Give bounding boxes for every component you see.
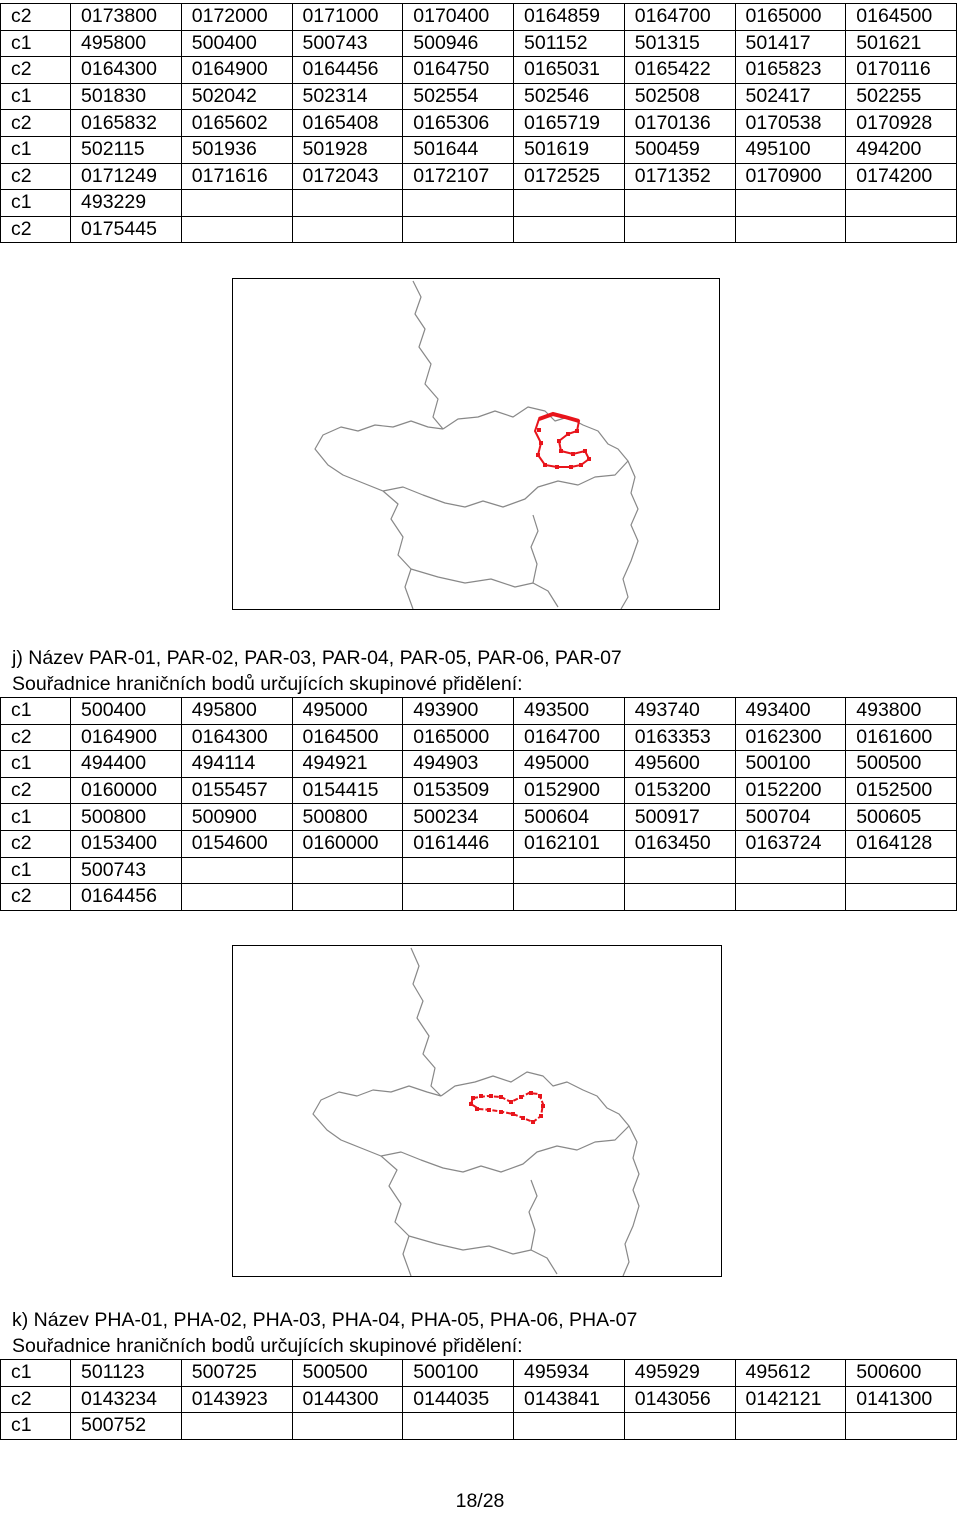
coordinate-label-cell: c1 [1, 1360, 71, 1387]
coordinate-value-cell: 493400 [735, 698, 846, 725]
coordinate-value-cell: 0165306 [403, 110, 514, 137]
coordinate-label-cell: c1 [1, 30, 71, 57]
coordinate-value-cell: 501644 [403, 136, 514, 163]
coordinate-label-cell: c1 [1, 83, 71, 110]
coordinate-label-cell: c2 [1, 216, 71, 243]
coordinate-value-cell: 0164500 [292, 724, 403, 751]
coordinate-value-cell: 500459 [624, 136, 735, 163]
coordinate-value-cell: 494200 [846, 136, 957, 163]
coordinate-value-cell: 501619 [514, 136, 625, 163]
coordinate-value-cell: 0170900 [735, 163, 846, 190]
coordinate-value-cell: 495612 [735, 1360, 846, 1387]
coordinate-value-cell [735, 1413, 846, 1440]
coordinate-value-cell: 502115 [71, 136, 182, 163]
coordinate-value-cell [846, 190, 957, 217]
coordinate-value-cell: 0170538 [735, 110, 846, 137]
coordinate-value-cell: 500800 [71, 804, 182, 831]
coordinate-value-cell: 501830 [71, 83, 182, 110]
coordinate-value-cell: 0165832 [71, 110, 182, 137]
coordinate-value-cell [514, 190, 625, 217]
coordinate-label-cell: c2 [1, 777, 71, 804]
coordinate-value-cell: 500900 [181, 804, 292, 831]
coordinate-value-cell: 0160000 [292, 830, 403, 857]
coordinate-value-cell: 0170928 [846, 110, 957, 137]
coordinate-value-cell: 0144300 [292, 1386, 403, 1413]
coordinate-value-cell: 0162300 [735, 724, 846, 751]
map-figure-2 [232, 945, 722, 1277]
coordinate-value-cell [735, 884, 846, 911]
coordinate-value-cell: 500704 [735, 804, 846, 831]
coordinate-value-cell [403, 857, 514, 884]
table-row [1, 698, 957, 725]
coordinates-table-pha [0, 1359, 957, 1440]
coordinate-value-cell [292, 1413, 403, 1440]
coordinate-value-cell: 500500 [846, 751, 957, 778]
table-row [1, 136, 957, 163]
coordinate-value-cell: 0164900 [71, 724, 182, 751]
coordinate-value-cell [292, 857, 403, 884]
coordinate-value-cell: 0165422 [624, 57, 735, 84]
coordinate-value-cell: 0143841 [514, 1386, 625, 1413]
table-row [1, 830, 957, 857]
coordinate-value-cell: 0143923 [181, 1386, 292, 1413]
section-k-subtitle: Souřadnice hraničních bodů určujících skupinové přidělení: [12, 1335, 523, 1357]
coordinate-value-cell: 495600 [624, 751, 735, 778]
coordinate-label-cell: c2 [1, 884, 71, 911]
coordinates-table-par [0, 697, 957, 911]
section-j-subtitle: Souřadnice hraničních bodů určujících skupinové přidělení: [12, 673, 523, 695]
coordinate-value-cell: 501621 [846, 30, 957, 57]
coordinate-value-cell: 0164700 [624, 4, 735, 31]
map-1-svg [233, 279, 719, 609]
coordinate-value-cell: 0164859 [514, 4, 625, 31]
coordinate-value-cell: 0164456 [292, 57, 403, 84]
coordinate-value-cell: 501123 [71, 1360, 182, 1387]
coordinate-value-cell: 0172000 [181, 4, 292, 31]
coordinate-value-cell [403, 216, 514, 243]
coordinate-label-cell: c2 [1, 1386, 71, 1413]
coordinate-value-cell: 0170136 [624, 110, 735, 137]
coordinate-value-cell: 500600 [846, 1360, 957, 1387]
coordinate-value-cell [514, 1413, 625, 1440]
coordinate-value-cell: 0162101 [514, 830, 625, 857]
table-row [1, 751, 957, 778]
table-row [1, 163, 957, 190]
coordinate-value-cell: 500234 [403, 804, 514, 831]
coordinate-value-cell: 0165031 [514, 57, 625, 84]
area-highlight-pha [469, 1091, 545, 1124]
coordinate-value-cell: 0153400 [71, 830, 182, 857]
coordinate-value-cell: 0164900 [181, 57, 292, 84]
coordinate-value-cell: 495000 [292, 698, 403, 725]
coordinate-value-cell [735, 190, 846, 217]
coordinate-value-cell: 495000 [514, 751, 625, 778]
coordinate-value-cell: 0165823 [735, 57, 846, 84]
coordinate-value-cell [292, 884, 403, 911]
coordinate-value-cell: 502042 [181, 83, 292, 110]
coordinate-label-cell: c2 [1, 163, 71, 190]
table-row [1, 884, 957, 911]
coordinate-value-cell [403, 884, 514, 911]
coordinate-label-cell: c1 [1, 857, 71, 884]
coordinate-value-cell [514, 216, 625, 243]
coordinate-value-cell [846, 884, 957, 911]
coordinate-value-cell: 0163450 [624, 830, 735, 857]
coordinate-value-cell [735, 857, 846, 884]
coordinate-value-cell: 500400 [181, 30, 292, 57]
coordinate-label-cell: c2 [1, 4, 71, 31]
coordinate-value-cell: 493229 [71, 190, 182, 217]
coordinate-value-cell [181, 884, 292, 911]
coordinate-value-cell [846, 857, 957, 884]
coordinate-value-cell: 0171249 [71, 163, 182, 190]
map-1-borders [315, 281, 638, 609]
coordinate-value-cell [403, 1413, 514, 1440]
coordinate-label-cell: c2 [1, 724, 71, 751]
coordinate-value-cell: 501417 [735, 30, 846, 57]
coordinate-value-cell: 502255 [846, 83, 957, 110]
coordinate-value-cell: 500605 [846, 804, 957, 831]
table-row [1, 1413, 957, 1440]
coordinate-value-cell: 495100 [735, 136, 846, 163]
coordinate-value-cell: 500400 [71, 698, 182, 725]
table-row [1, 857, 957, 884]
coordinate-value-cell [514, 857, 625, 884]
coordinate-value-cell: 0165719 [514, 110, 625, 137]
coordinate-value-cell: 500604 [514, 804, 625, 831]
coordinate-label-cell: c1 [1, 804, 71, 831]
coordinate-value-cell: 500743 [71, 857, 182, 884]
table-row [1, 4, 957, 31]
coordinate-value-cell: 0152900 [514, 777, 625, 804]
coordinate-label-cell: c2 [1, 830, 71, 857]
map-2-svg [233, 946, 721, 1276]
coordinate-value-cell: 493740 [624, 698, 735, 725]
coordinate-value-cell: 493500 [514, 698, 625, 725]
coordinate-value-cell: 502417 [735, 83, 846, 110]
coordinate-value-cell: 501152 [514, 30, 625, 57]
coordinate-value-cell: 0170400 [403, 4, 514, 31]
table-row [1, 110, 957, 137]
coordinate-value-cell: 500100 [403, 1360, 514, 1387]
table-row [1, 804, 957, 831]
coordinate-value-cell: 502554 [403, 83, 514, 110]
coordinate-label-cell: c1 [1, 698, 71, 725]
coordinate-value-cell: 0143234 [71, 1386, 182, 1413]
coordinate-value-cell: 500725 [181, 1360, 292, 1387]
coordinate-value-cell: 0171616 [181, 163, 292, 190]
table-row [1, 1360, 957, 1387]
coordinate-value-cell: 0152500 [846, 777, 957, 804]
coordinate-value-cell: 500500 [292, 1360, 403, 1387]
coordinate-value-cell: 0164128 [846, 830, 957, 857]
coordinate-value-cell: 494921 [292, 751, 403, 778]
coordinate-value-cell: 501936 [181, 136, 292, 163]
coordinate-value-cell: 0164300 [181, 724, 292, 751]
coordinate-value-cell: 500917 [624, 804, 735, 831]
coordinate-label-cell: c1 [1, 1413, 71, 1440]
coordinate-value-cell: 0164456 [71, 884, 182, 911]
coordinate-value-cell [624, 190, 735, 217]
coordinate-value-cell: 0155457 [181, 777, 292, 804]
coordinate-value-cell: 0173800 [71, 4, 182, 31]
coordinate-value-cell [181, 857, 292, 884]
coordinate-value-cell: 493800 [846, 698, 957, 725]
coordinate-value-cell: 0172043 [292, 163, 403, 190]
coordinate-value-cell: 502314 [292, 83, 403, 110]
coordinate-value-cell [846, 216, 957, 243]
section-j-title: j) Název PAR-01, PAR-02, PAR-03, PAR-04, PAR-05, PAR-06, PAR-07 [12, 647, 622, 669]
coordinate-value-cell: 0143056 [624, 1386, 735, 1413]
coordinate-value-cell: 0163724 [735, 830, 846, 857]
coordinate-value-cell: 0171000 [292, 4, 403, 31]
coordinate-value-cell [403, 190, 514, 217]
coordinate-value-cell [292, 216, 403, 243]
coordinate-label-cell: c1 [1, 190, 71, 217]
map-2-borders [313, 948, 639, 1276]
coordinate-value-cell: 500946 [403, 30, 514, 57]
coordinate-value-cell: 500743 [292, 30, 403, 57]
coordinate-label-cell: c1 [1, 751, 71, 778]
coordinate-value-cell: 500800 [292, 804, 403, 831]
coordinate-value-cell: 0164700 [514, 724, 625, 751]
coordinate-value-cell: 0164750 [403, 57, 514, 84]
coordinate-value-cell [846, 1413, 957, 1440]
section-k-title: k) Název PHA-01, PHA-02, PHA-03, PHA-04, PHA-05, PHA-06, PHA-07 [12, 1309, 638, 1331]
page-number: 18/28 [455, 1490, 505, 1512]
coordinate-value-cell: 502508 [624, 83, 735, 110]
coordinate-value-cell [624, 857, 735, 884]
coordinate-value-cell: 495800 [181, 698, 292, 725]
coordinate-value-cell: 0165000 [735, 4, 846, 31]
coordinate-value-cell: 0141300 [846, 1386, 957, 1413]
coordinate-value-cell: 0172525 [514, 163, 625, 190]
coordinate-label-cell: c2 [1, 110, 71, 137]
table-row [1, 216, 957, 243]
coordinate-value-cell: 493900 [403, 698, 514, 725]
coordinate-value-cell: 0152200 [735, 777, 846, 804]
coordinate-value-cell: 0171352 [624, 163, 735, 190]
coordinate-label-cell: c1 [1, 136, 71, 163]
coordinate-value-cell: 0172107 [403, 163, 514, 190]
coordinate-value-cell: 495800 [71, 30, 182, 57]
coordinate-value-cell: 0153509 [403, 777, 514, 804]
table-row [1, 1386, 957, 1413]
coordinate-value-cell: 0165602 [181, 110, 292, 137]
coordinate-value-cell: 0165408 [292, 110, 403, 137]
coordinate-value-cell [624, 1413, 735, 1440]
table-row [1, 777, 957, 804]
coordinate-value-cell: 495929 [624, 1360, 735, 1387]
coordinate-value-cell [292, 190, 403, 217]
table-row [1, 724, 957, 751]
coordinates-table-top [0, 3, 957, 243]
coordinate-value-cell: 494903 [403, 751, 514, 778]
area-highlight-par [535, 414, 591, 469]
coordinate-value-cell: 495934 [514, 1360, 625, 1387]
coordinate-value-cell: 494114 [181, 751, 292, 778]
coordinate-value-cell: 501315 [624, 30, 735, 57]
table-row [1, 57, 957, 84]
coordinate-value-cell: 0164300 [71, 57, 182, 84]
coordinate-value-cell: 494400 [71, 751, 182, 778]
coordinate-value-cell [181, 216, 292, 243]
coordinate-value-cell: 0160000 [71, 777, 182, 804]
table-row [1, 83, 957, 110]
coordinate-value-cell [181, 1413, 292, 1440]
coordinate-value-cell: 0170116 [846, 57, 957, 84]
coordinate-value-cell: 0142121 [735, 1386, 846, 1413]
coordinate-value-cell [181, 190, 292, 217]
coordinate-value-cell: 501928 [292, 136, 403, 163]
coordinate-value-cell: 500752 [71, 1413, 182, 1440]
map-figure-1 [232, 278, 720, 610]
coordinate-value-cell: 0154415 [292, 777, 403, 804]
coordinate-value-cell: 0154600 [181, 830, 292, 857]
coordinate-value-cell: 0161600 [846, 724, 957, 751]
coordinate-value-cell [514, 884, 625, 911]
coordinate-label-cell: c2 [1, 57, 71, 84]
coordinate-value-cell: 0144035 [403, 1386, 514, 1413]
coordinate-value-cell: 500100 [735, 751, 846, 778]
coordinate-value-cell [735, 216, 846, 243]
coordinate-value-cell: 0161446 [403, 830, 514, 857]
coordinate-value-cell: 502546 [514, 83, 625, 110]
coordinate-value-cell: 0175445 [71, 216, 182, 243]
table-row [1, 30, 957, 57]
table-row [1, 190, 957, 217]
coordinate-value-cell [624, 884, 735, 911]
coordinate-value-cell: 0165000 [403, 724, 514, 751]
coordinate-value-cell: 0164500 [846, 4, 957, 31]
coordinate-value-cell [624, 216, 735, 243]
coordinate-value-cell: 0174200 [846, 163, 957, 190]
coordinate-value-cell: 0153200 [624, 777, 735, 804]
coordinate-value-cell: 0163353 [624, 724, 735, 751]
